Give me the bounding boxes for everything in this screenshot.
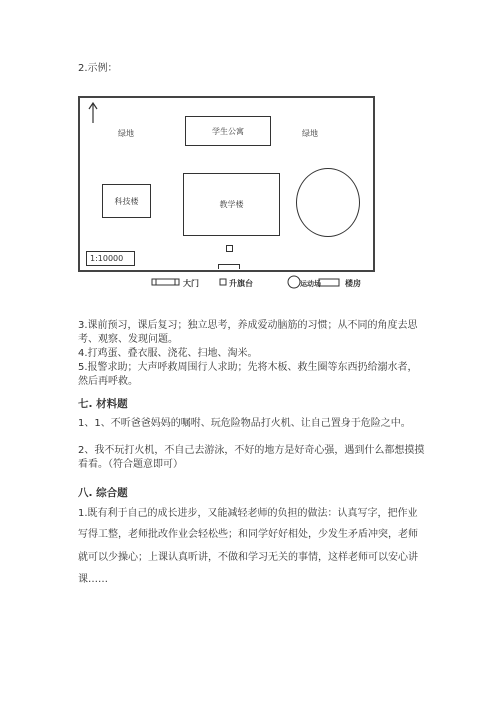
section-7-title: 七. 材料题 (78, 398, 128, 410)
scale-label: 1:10000 (90, 254, 124, 263)
main-gate (218, 264, 240, 269)
teaching-building (183, 173, 280, 236)
legend-field: 运动场 (300, 280, 321, 288)
section-7-q1: 1、1、不听爸爸妈妈的嘱咐、玩危险物品打火机、让自己置身于危险之中。 (78, 418, 411, 429)
flag-legend-icon (219, 278, 227, 286)
item-5-line1: 5.报警求助；大声呼救周围行人求助；先将木板、救生圈等东西扔给溺水者， (78, 362, 418, 373)
dorm-building (185, 116, 271, 146)
north-arrow-icon (88, 102, 98, 124)
scale-box (86, 251, 135, 266)
field-legend-icon (287, 275, 301, 289)
section-8-p2: 写得工整，老师批改作业会轻松些；和同学好好相处，少发生矛盾冲突，老师 (78, 529, 418, 540)
section-8-p4: 课…… (78, 574, 108, 585)
item-4: 4.打鸡蛋、叠衣服、浇花、扫地、淘米。 (78, 348, 258, 359)
green-area-right: 绿地 (302, 129, 318, 138)
legend-gate: 大门 (183, 279, 199, 288)
flag-platform (226, 245, 233, 252)
item-5-line2: 然后再呼救。 (78, 376, 138, 387)
section-7-q2-line2: 看看。（符合题意即可） (78, 459, 183, 470)
section-7-q2-line1: 2、我不玩打火机，不自己去游泳，不好的地方是好奇心强，遇到什么都想摸摸 (78, 445, 425, 456)
section-8-title: 八. 综合题 (78, 487, 128, 499)
item-3-line1: 3.课前预习，课后复习；独立思考，养成爱动脑筋的习惯；从不同的角度去思 (78, 320, 418, 331)
campus-map (78, 96, 375, 272)
legend-flag: 升旗台 (229, 279, 253, 288)
section-8-p3: 就可以少操心；上课认真听讲，不做和学习无关的事情，这样老师可以安心讲 (78, 552, 418, 563)
teaching-label: 教学楼 (219, 200, 244, 209)
gate-legend-icon (151, 277, 181, 287)
section-8-p1: 1.既有利于自己的成长进步，又能减轻老师的负担的做法：认真写字，把作业 (78, 508, 418, 519)
science-building (102, 184, 151, 218)
dorm-label: 学生公寓 (212, 126, 244, 136)
green-area-left: 绿地 (118, 129, 134, 138)
item-3-line2: 考、观察、发现问题。 (78, 334, 178, 345)
building-legend-icon (318, 278, 340, 287)
science-label: 科技楼 (114, 196, 139, 206)
legend-building: 楼房 (345, 279, 361, 288)
example-label: 2.示例： (78, 63, 118, 74)
sports-field (296, 168, 360, 237)
